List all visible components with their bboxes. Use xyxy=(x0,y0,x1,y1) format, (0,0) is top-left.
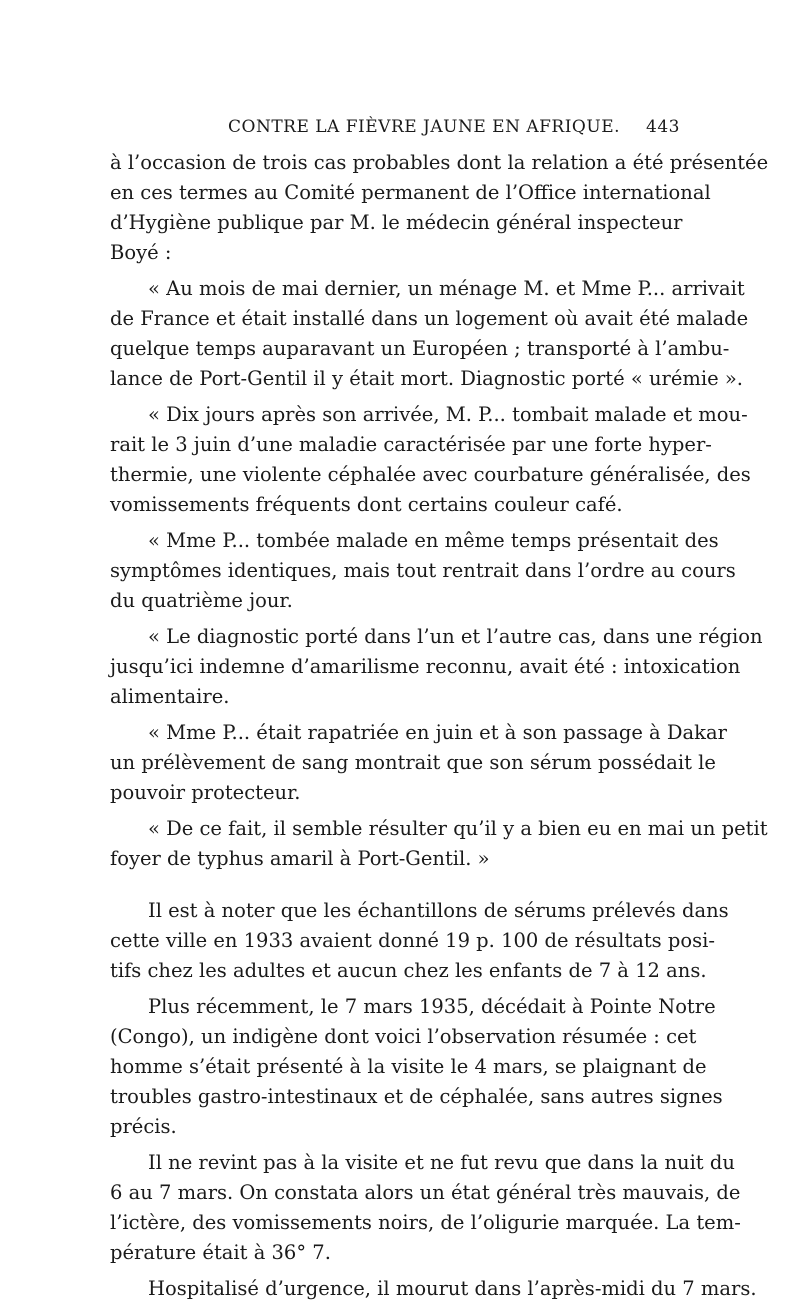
text-line: jusqu’ici indemne d’amarilisme reconnu, avait été : intoxication xyxy=(110,655,741,678)
text-line: l’ictère, des vomissements noirs, de l’oligurie marquée. La tem- xyxy=(110,1211,741,1234)
text-line: cette ville en 1933 avaient donné 19 p. 100 de résultats posi- xyxy=(110,929,715,952)
body-text xyxy=(110,148,769,1304)
text-line: « Dix jours après son arrivée, M. P... tombait malade et mou- xyxy=(148,403,748,426)
text-line: alimentaire. xyxy=(110,685,230,708)
text-line: rait le 3 juin d’une maladie caractérisée par une forte hyper- xyxy=(110,433,712,456)
text-line: thermie, une violente céphalée avec courbature généralisée, des xyxy=(110,463,751,486)
paragraph xyxy=(110,622,763,712)
text-line: Hospitalisé d’urgence, il mourut dans l’après-midi du 7 mars. xyxy=(148,1277,757,1300)
text-line: d’Hygiène publique par M. le médecin général inspecteur xyxy=(110,211,683,234)
text-line: Plus récemment, le 7 mars 1935, décédait à Pointe Notre xyxy=(148,995,716,1018)
text-line: 6 au 7 mars. On constata alors un état général très mauvais, de xyxy=(110,1181,741,1204)
text-line: pérature était à 36° 7. xyxy=(110,1241,331,1264)
text-line: de France et était installé dans un logement où avait été malade xyxy=(110,307,749,330)
paragraph xyxy=(110,274,749,394)
running-header xyxy=(228,117,680,143)
paragraph xyxy=(110,1148,741,1268)
text-line: troubles gastro-intestinaux et de céphalée, sans autres signes xyxy=(110,1085,723,1108)
text-line: un prélèvement de sang montrait que son sérum possédait le xyxy=(110,751,716,774)
page-number: 443 xyxy=(646,117,680,137)
paragraph xyxy=(110,718,727,808)
paragraph xyxy=(110,148,769,268)
text-line: foyer de typhus amaril à Port-Gentil. » xyxy=(110,847,490,870)
text-line: Il est à noter que les échantillons de sérums prélevés dans xyxy=(148,899,729,922)
text-line: « De ce fait, il semble résulter qu’il y a bien eu en mai un petit xyxy=(148,817,768,840)
text-line: quelque temps auparavant un Européen ; transporté à l’ambu- xyxy=(110,337,730,360)
text-line: à l’occasion de trois cas probables dont la relation a été présentée xyxy=(110,151,769,174)
text-line: « Mme P... tombée malade en même temps présentait des xyxy=(148,529,719,552)
text-line: « Au mois de mai dernier, un ménage M. et Mme P... arrivait xyxy=(148,277,745,300)
paragraph xyxy=(110,896,729,986)
paragraph xyxy=(110,400,751,520)
running-title: CONTRE LA FIÈVRE JAUNE EN AFRIQUE. xyxy=(228,117,621,137)
text-line: homme s’était présenté à la visite le 4 mars, se plaignant de xyxy=(110,1055,707,1078)
text-line: (Congo), un indigène dont voici l’observation résumée : cet xyxy=(110,1025,697,1048)
text-line: pouvoir protecteur. xyxy=(110,781,301,804)
text-line: Boyé : xyxy=(110,241,172,264)
text-line: précis. xyxy=(110,1115,177,1138)
paragraph xyxy=(110,1274,757,1304)
text-line: symptômes identiques, mais tout rentrait dans l’ordre au cours xyxy=(110,559,736,582)
text-line: du quatrième jour. xyxy=(110,589,293,612)
text-line: « Le diagnostic porté dans l’un et l’autre cas, dans une région xyxy=(148,625,763,648)
paragraph xyxy=(110,992,723,1142)
text-line: tifs chez les adultes et aucun chez les enfants de 7 à 12 ans. xyxy=(110,959,707,982)
paragraph xyxy=(110,814,768,874)
text-line: vomissements fréquents dont certains couleur café. xyxy=(110,493,623,516)
paragraph xyxy=(110,526,736,616)
text-line: « Mme P... était rapatriée en juin et à son passage à Dakar xyxy=(148,721,727,744)
text-line: Il ne revint pas à la visite et ne fut revu que dans la nuit du xyxy=(148,1151,735,1174)
text-line: en ces termes au Comité permanent de l’Office international xyxy=(110,181,711,204)
text-line: lance de Port-Gentil il y était mort. Diagnostic porté « urémie ». xyxy=(110,367,743,390)
